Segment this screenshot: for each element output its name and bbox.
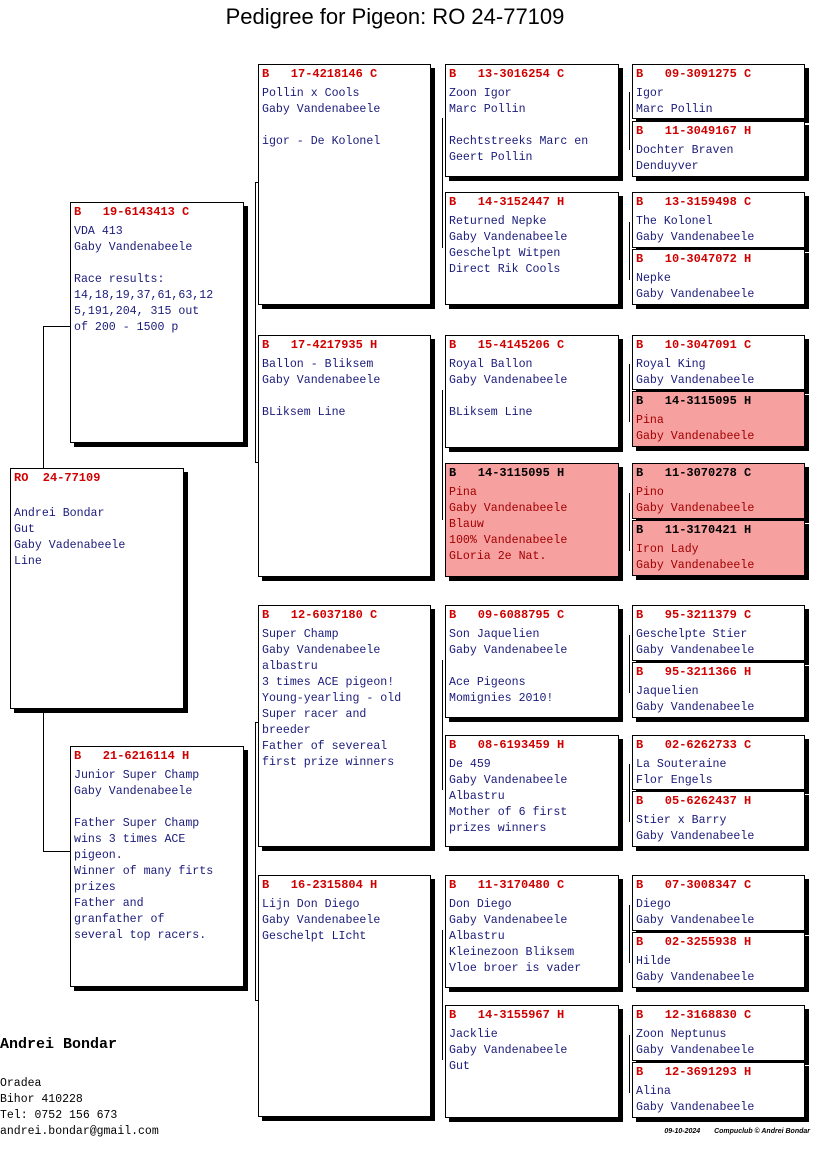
pigeon-note-line: Dochter Braven bbox=[636, 144, 734, 157]
ring-number: B 21-6216114 H bbox=[74, 749, 190, 763]
ring-number: B 12-6037180 C bbox=[262, 608, 378, 622]
pigeon-note-line: Denduyver bbox=[636, 160, 699, 173]
pigeon-note-line: Albastru bbox=[449, 790, 505, 803]
ring-number: B 15-4145206 C bbox=[449, 338, 565, 352]
pigeon-card-sds[interactable] bbox=[445, 335, 619, 448]
pigeon-note-line bbox=[74, 800, 240, 816]
pigeon-note-line: The Kolonel bbox=[636, 215, 713, 228]
pigeon-note-line: GLoria 2e Nat. bbox=[449, 550, 547, 563]
pigeon-note-line: pigeon. bbox=[74, 849, 123, 862]
pigeon-note-line: Kleinezoon Bliksem bbox=[449, 946, 575, 959]
ring-number: B 14-3155967 H bbox=[449, 1008, 565, 1022]
connector-line bbox=[43, 326, 71, 327]
pigeon-card-sdss[interactable] bbox=[632, 335, 805, 390]
connector-line bbox=[442, 118, 443, 248]
pigeon-card-dam-sire[interactable] bbox=[258, 605, 431, 847]
pigeon-notes bbox=[262, 627, 427, 771]
connector-line bbox=[629, 764, 630, 822]
pigeon-note-line: Gaby Vandenabeele bbox=[74, 785, 193, 798]
pigeon-note-line: Alina bbox=[636, 1085, 671, 1098]
pigeon-note-line bbox=[449, 118, 615, 134]
pigeon-note-line bbox=[449, 659, 615, 675]
ring-number: B 14-3115095 H bbox=[636, 394, 752, 408]
pigeon-note-line: granfather of bbox=[74, 913, 165, 926]
pigeon-notes bbox=[449, 757, 615, 837]
pigeon-card-sire-dam[interactable] bbox=[258, 335, 431, 577]
pigeon-card-sss[interactable] bbox=[445, 64, 619, 177]
pigeon-note-line: Momignies 2010! bbox=[449, 692, 554, 705]
pigeon-note-line: Gaby Vandenabeele bbox=[636, 374, 755, 387]
pigeon-note-line: Royal Ballon bbox=[449, 358, 533, 371]
pigeon-note-line: Gaby Vandenabeele bbox=[636, 231, 755, 244]
pigeon-card-sdds[interactable] bbox=[632, 463, 805, 519]
pigeon-card-sire[interactable] bbox=[70, 202, 244, 443]
pigeon-notes bbox=[636, 627, 801, 659]
pigeon-notes bbox=[636, 1027, 801, 1059]
pigeon-note-line: Gaby Vandenabeele bbox=[449, 374, 568, 387]
pigeon-notes bbox=[262, 897, 427, 945]
pigeon-note-line: Lijn Don Diego bbox=[262, 898, 360, 911]
ring-number: B 08-6193459 H bbox=[449, 738, 565, 752]
pigeon-note-line: Pino bbox=[636, 486, 664, 499]
pigeon-note-line: Gaby Vandenabeele bbox=[74, 241, 193, 254]
pigeon-note-line: Pina bbox=[449, 486, 477, 499]
owner-phone: Tel: 0752 156 673 bbox=[0, 1109, 118, 1122]
pigeon-notes bbox=[262, 86, 427, 150]
pigeon-note-line bbox=[74, 256, 240, 272]
ring-number: B 95-3211379 C bbox=[636, 608, 752, 622]
pigeon-card-dam[interactable] bbox=[70, 746, 244, 987]
pigeon-note-line: 100% Vandenabeele bbox=[449, 534, 568, 547]
pigeon-note-line: igor - De Kolonel bbox=[262, 135, 381, 148]
pigeon-notes bbox=[636, 542, 801, 574]
pigeon-notes bbox=[636, 485, 801, 517]
pigeon-note-line: Blauw bbox=[449, 518, 484, 531]
ring-number: B 14-3152447 H bbox=[449, 195, 565, 209]
pigeon-note-line: Nepke bbox=[636, 272, 671, 285]
pigeon-card-sssd[interactable] bbox=[632, 121, 805, 177]
pigeon-notes bbox=[449, 485, 615, 565]
pigeon-card-dssd[interactable] bbox=[632, 662, 805, 718]
pigeon-note-line: Don Diego bbox=[449, 898, 512, 911]
pigeon-notes bbox=[74, 224, 240, 336]
ring-number: B 11-3170480 C bbox=[449, 878, 565, 892]
pigeon-note-line: Ace Pigeons bbox=[449, 676, 526, 689]
pigeon-note-line: Albastru bbox=[449, 930, 505, 943]
pigeon-notes bbox=[449, 627, 615, 707]
pigeon-note-line bbox=[262, 389, 427, 405]
ring-number: B 19-6143413 C bbox=[74, 205, 190, 219]
pigeon-note-line: Father of severeal bbox=[262, 740, 388, 753]
connector-line bbox=[629, 635, 630, 693]
pigeon-note-line: Gaby Vandenabeele bbox=[449, 914, 568, 927]
pigeon-note-line: Ballon - Bliksem bbox=[262, 358, 374, 371]
ring-number: B 13-3016254 C bbox=[449, 67, 565, 81]
connector-line bbox=[442, 390, 443, 520]
pigeon-note-line: Diego bbox=[636, 898, 671, 911]
pigeon-note-line: 14,18,19,37,61,63,12 bbox=[74, 289, 214, 302]
pigeon-note-line: Gaby Vandenabeele bbox=[636, 1044, 755, 1057]
pigeon-notes bbox=[636, 954, 801, 986]
pigeon-note-line: of 200 - 1500 p bbox=[74, 321, 179, 334]
pigeon-card-dsd[interactable] bbox=[445, 735, 619, 847]
ring-number: B 95-3211366 H bbox=[636, 665, 752, 679]
pigeon-note-line bbox=[262, 118, 427, 134]
pigeon-note-line: Super Champ bbox=[262, 628, 339, 641]
pigeon-note-line: Gut bbox=[449, 1060, 470, 1073]
pigeon-note-line: Gaby Vandenabeele bbox=[262, 644, 381, 657]
ring-number: B 11-3049167 H bbox=[636, 124, 752, 138]
connector-line bbox=[629, 364, 630, 422]
pigeon-note-line bbox=[14, 490, 180, 506]
owner-region: Bihor 410228 bbox=[0, 1093, 83, 1106]
pigeon-notes bbox=[636, 757, 801, 789]
pigeon-note-line: Race results: bbox=[74, 273, 165, 286]
pigeon-note-line: 5,191,204, 315 out bbox=[74, 305, 200, 318]
pigeon-card-sdd[interactable] bbox=[445, 463, 619, 577]
pigeon-note-line: prizes bbox=[74, 881, 116, 894]
pigeon-note-line: Igor bbox=[636, 87, 664, 100]
pigeon-note-line: wins 3 times ACE bbox=[74, 833, 186, 846]
pigeon-note-line: Flor Engels bbox=[636, 774, 713, 787]
connector-line bbox=[629, 905, 630, 963]
owner-email[interactable]: andrei.bondar@gmail.com bbox=[0, 1125, 159, 1138]
footer-date: 09-10-2024 bbox=[664, 1128, 701, 1135]
pigeon-notes bbox=[449, 214, 615, 278]
pigeon-note-line: Zoon Igor bbox=[449, 87, 512, 100]
pigeon-card-dds[interactable] bbox=[445, 875, 619, 988]
pigeon-note-line: BLiksem Line bbox=[449, 406, 533, 419]
pigeon-card-ssds[interactable] bbox=[632, 192, 805, 248]
pigeon-note-line: Rechtstreeks Marc en bbox=[449, 135, 589, 148]
pigeon-card-dam-dam[interactable] bbox=[258, 875, 431, 1117]
ring-number: B 10-3047072 H bbox=[636, 252, 752, 266]
pigeon-card-ssss[interactable] bbox=[632, 64, 805, 119]
pigeon-note-line: Gaby Vandenabeele bbox=[636, 914, 755, 927]
pigeon-note-line: Royal King bbox=[636, 358, 706, 371]
connector-line bbox=[255, 182, 256, 462]
pigeon-note-line: Gaby Vandenabeele bbox=[449, 231, 568, 244]
pigeon-note-line: breeder bbox=[262, 724, 311, 737]
ring-number: B 14-3115095 H bbox=[449, 466, 565, 480]
ring-number: RO 24-77109 bbox=[14, 471, 101, 485]
connector-line bbox=[442, 930, 443, 1060]
pigeon-card-ddsd[interactable] bbox=[632, 932, 805, 988]
ring-number: B 07-3008347 C bbox=[636, 878, 752, 892]
pigeon-note-line: Gaby Vandenabeele bbox=[636, 1101, 755, 1114]
pigeon-note-line: first prize winners bbox=[262, 756, 395, 769]
pigeon-note-line: Geschelpt LIcht bbox=[262, 930, 367, 943]
pigeon-note-line: La Souteraine bbox=[636, 758, 727, 771]
connector-line bbox=[43, 326, 44, 469]
pigeon-note-line: Gaby Vandenabeele bbox=[636, 701, 755, 714]
pigeon-notes bbox=[636, 271, 801, 303]
connector-line bbox=[255, 722, 256, 1000]
ring-number: B 02-3255938 H bbox=[636, 935, 752, 949]
pigeon-card-sdsd[interactable] bbox=[632, 391, 805, 447]
pigeon-card-ddd[interactable] bbox=[445, 1005, 619, 1118]
pigeon-note-line: Son Jaquelien bbox=[449, 628, 540, 641]
pigeon-notes bbox=[636, 86, 801, 118]
pigeon-note-line: Gaby Vandenabeele bbox=[449, 502, 568, 515]
ring-number: B 13-3159498 C bbox=[636, 195, 752, 209]
pigeon-notes bbox=[74, 768, 240, 944]
ring-number: B 05-6262437 H bbox=[636, 794, 752, 808]
pigeon-notes bbox=[636, 413, 801, 445]
pigeon-notes bbox=[449, 86, 615, 166]
pigeon-note-line: Winner of many firts bbox=[74, 865, 214, 878]
pigeon-notes bbox=[636, 214, 801, 246]
pigeon-card-dsds[interactable] bbox=[632, 735, 805, 790]
footer-credit: Compuclub © Andrei Bondar bbox=[714, 1128, 810, 1135]
connector-line bbox=[43, 709, 44, 851]
pigeon-note-line: Pollin x Cools bbox=[262, 87, 360, 100]
pigeon-note-line: Gaby Vadenabeele bbox=[14, 539, 126, 552]
pigeon-note-line: Young-yearling - old bbox=[262, 692, 402, 705]
connector-line bbox=[442, 660, 443, 790]
pigeon-note-line: Junior Super Champ bbox=[74, 769, 200, 782]
pigeon-note-line: Hilde bbox=[636, 955, 671, 968]
pigeon-note-line: Andrei Bondar bbox=[14, 507, 105, 520]
pigeon-note-line bbox=[449, 389, 615, 405]
pigeon-note-line: Vloe broer is vader bbox=[449, 962, 582, 975]
pigeon-note-line: VDA 413 bbox=[74, 225, 123, 238]
footer bbox=[652, 1128, 810, 1135]
pigeon-notes bbox=[636, 1084, 801, 1116]
pigeon-card-ssd[interactable] bbox=[445, 192, 619, 305]
page-title: Pedigree for Pigeon: RO 24-77109 bbox=[225, 4, 565, 29]
pigeon-note-line: Marc Pollin bbox=[636, 103, 713, 116]
pigeon-note-line: Pina bbox=[636, 414, 664, 427]
pigeon-note-line: Gaby Vandenabeele bbox=[636, 559, 755, 572]
pigeon-notes bbox=[449, 357, 615, 421]
pigeon-note-line: Line bbox=[14, 555, 42, 568]
pigeon-notes bbox=[262, 357, 427, 421]
owner-address bbox=[0, 1076, 159, 1140]
pigeon-note-line: several top racers. bbox=[74, 929, 207, 942]
pigeon-note-line: De 459 bbox=[449, 758, 491, 771]
pigeon-note-line: Gaby Vandenabeele bbox=[636, 971, 755, 984]
pigeon-notes bbox=[636, 813, 801, 845]
ring-number: B 09-6088795 C bbox=[449, 608, 565, 622]
pigeon-notes bbox=[449, 897, 615, 977]
pigeon-note-line: Gaby Vandenabeele bbox=[636, 644, 755, 657]
pigeon-note-line: albastru bbox=[262, 660, 318, 673]
pigeon-note-line: Gaby Vandenabeele bbox=[262, 914, 381, 927]
pigeon-card-sire-sire[interactable] bbox=[258, 64, 431, 305]
pigeon-card-sddd[interactable] bbox=[632, 520, 805, 576]
pigeon-card-ddds[interactable] bbox=[632, 1005, 805, 1061]
ring-number: B 16-2315804 H bbox=[262, 878, 378, 892]
pigeon-note-line: Gaby Vandenabeele bbox=[262, 103, 381, 116]
connector-line bbox=[629, 493, 630, 551]
pigeon-note-line: Gaby Vandenabeele bbox=[449, 644, 568, 657]
pigeon-note-line: Super racer and bbox=[262, 708, 367, 721]
owner-name: Andrei Bondar bbox=[0, 1036, 118, 1053]
pigeon-note-line: Gut bbox=[14, 523, 35, 536]
connector-line bbox=[629, 92, 630, 150]
pigeon-note-line: Gaby Vandenabeele bbox=[449, 1044, 568, 1057]
pigeon-note-line: Father and bbox=[74, 897, 144, 910]
ring-number: B 11-3070278 C bbox=[636, 466, 752, 480]
pigeon-card-dss[interactable] bbox=[445, 605, 619, 718]
ring-number: B 02-6262733 C bbox=[636, 738, 752, 752]
pigeon-note-line: Jacklie bbox=[449, 1028, 498, 1041]
connector-line bbox=[629, 1035, 630, 1093]
pigeon-note-line: Gaby Vandenabeele bbox=[449, 774, 568, 787]
pigeon-card-dsdd[interactable] bbox=[632, 791, 805, 847]
pigeon-note-line: Gaby Vandenabeele bbox=[636, 288, 755, 301]
pigeon-note-line: Geert Pollin bbox=[449, 151, 533, 164]
ring-number: B 09-3091275 C bbox=[636, 67, 752, 81]
pigeon-note-line: Gaby Vandenabeele bbox=[636, 430, 755, 443]
pigeon-note-line: Iron Lady bbox=[636, 543, 699, 556]
pigeon-note-line: Father Super Champ bbox=[74, 817, 200, 830]
ring-number: B 17-4218146 C bbox=[262, 67, 378, 81]
pigeon-note-line: 3 times ACE pigeon! bbox=[262, 676, 395, 689]
pigeon-notes bbox=[636, 684, 801, 716]
pigeon-notes bbox=[636, 143, 801, 175]
ring-number: B 10-3047091 C bbox=[636, 338, 752, 352]
pigeon-card-ssdd[interactable] bbox=[632, 249, 805, 305]
pigeon-note-line: Geschelpt Witpen bbox=[449, 247, 561, 260]
ring-number: B 17-4217935 H bbox=[262, 338, 378, 352]
pigeon-note-line: Marc Pollin bbox=[449, 103, 526, 116]
pigeon-note-line: Stier x Barry bbox=[636, 814, 727, 827]
pigeon-card-dsss[interactable] bbox=[632, 605, 805, 661]
ring-number: B 11-3170421 H bbox=[636, 523, 752, 537]
pigeon-notes bbox=[449, 1027, 615, 1075]
pigeon-note-line: BLiksem Line bbox=[262, 406, 346, 419]
ring-number: B 12-3691293 H bbox=[636, 1065, 752, 1079]
pigeon-note-line: Gaby Vandenabeele bbox=[636, 502, 755, 515]
pigeon-notes bbox=[636, 897, 801, 929]
pigeon-note-line: Zoon Neptunus bbox=[636, 1028, 727, 1041]
connector-line bbox=[43, 851, 71, 852]
pigeon-card-dddd[interactable] bbox=[632, 1062, 805, 1118]
pigeon-notes bbox=[636, 357, 801, 389]
owner-city: Oradea bbox=[0, 1077, 42, 1090]
connector-line bbox=[629, 222, 630, 280]
pigeon-note-line: Returned Nepke bbox=[449, 215, 547, 228]
pigeon-card-root[interactable] bbox=[10, 468, 184, 709]
pigeon-note-line: prizes winners bbox=[449, 822, 547, 835]
pigeon-note-line: Gaby Vandenabeele bbox=[636, 830, 755, 843]
pigeon-note-line: Gaby Vandenabeele bbox=[262, 374, 381, 387]
ring-number: B 12-3168830 C bbox=[636, 1008, 752, 1022]
pigeon-note-line: Geschelpte Stier bbox=[636, 628, 748, 641]
pigeon-note-line: Direct Rik Cools bbox=[449, 263, 561, 276]
pigeon-card-ddss[interactable] bbox=[632, 875, 805, 931]
pigeon-note-line: Mother of 6 first bbox=[449, 806, 568, 819]
pigeon-note-line: Jaquelien bbox=[636, 685, 699, 698]
pigeon-notes bbox=[14, 490, 180, 570]
